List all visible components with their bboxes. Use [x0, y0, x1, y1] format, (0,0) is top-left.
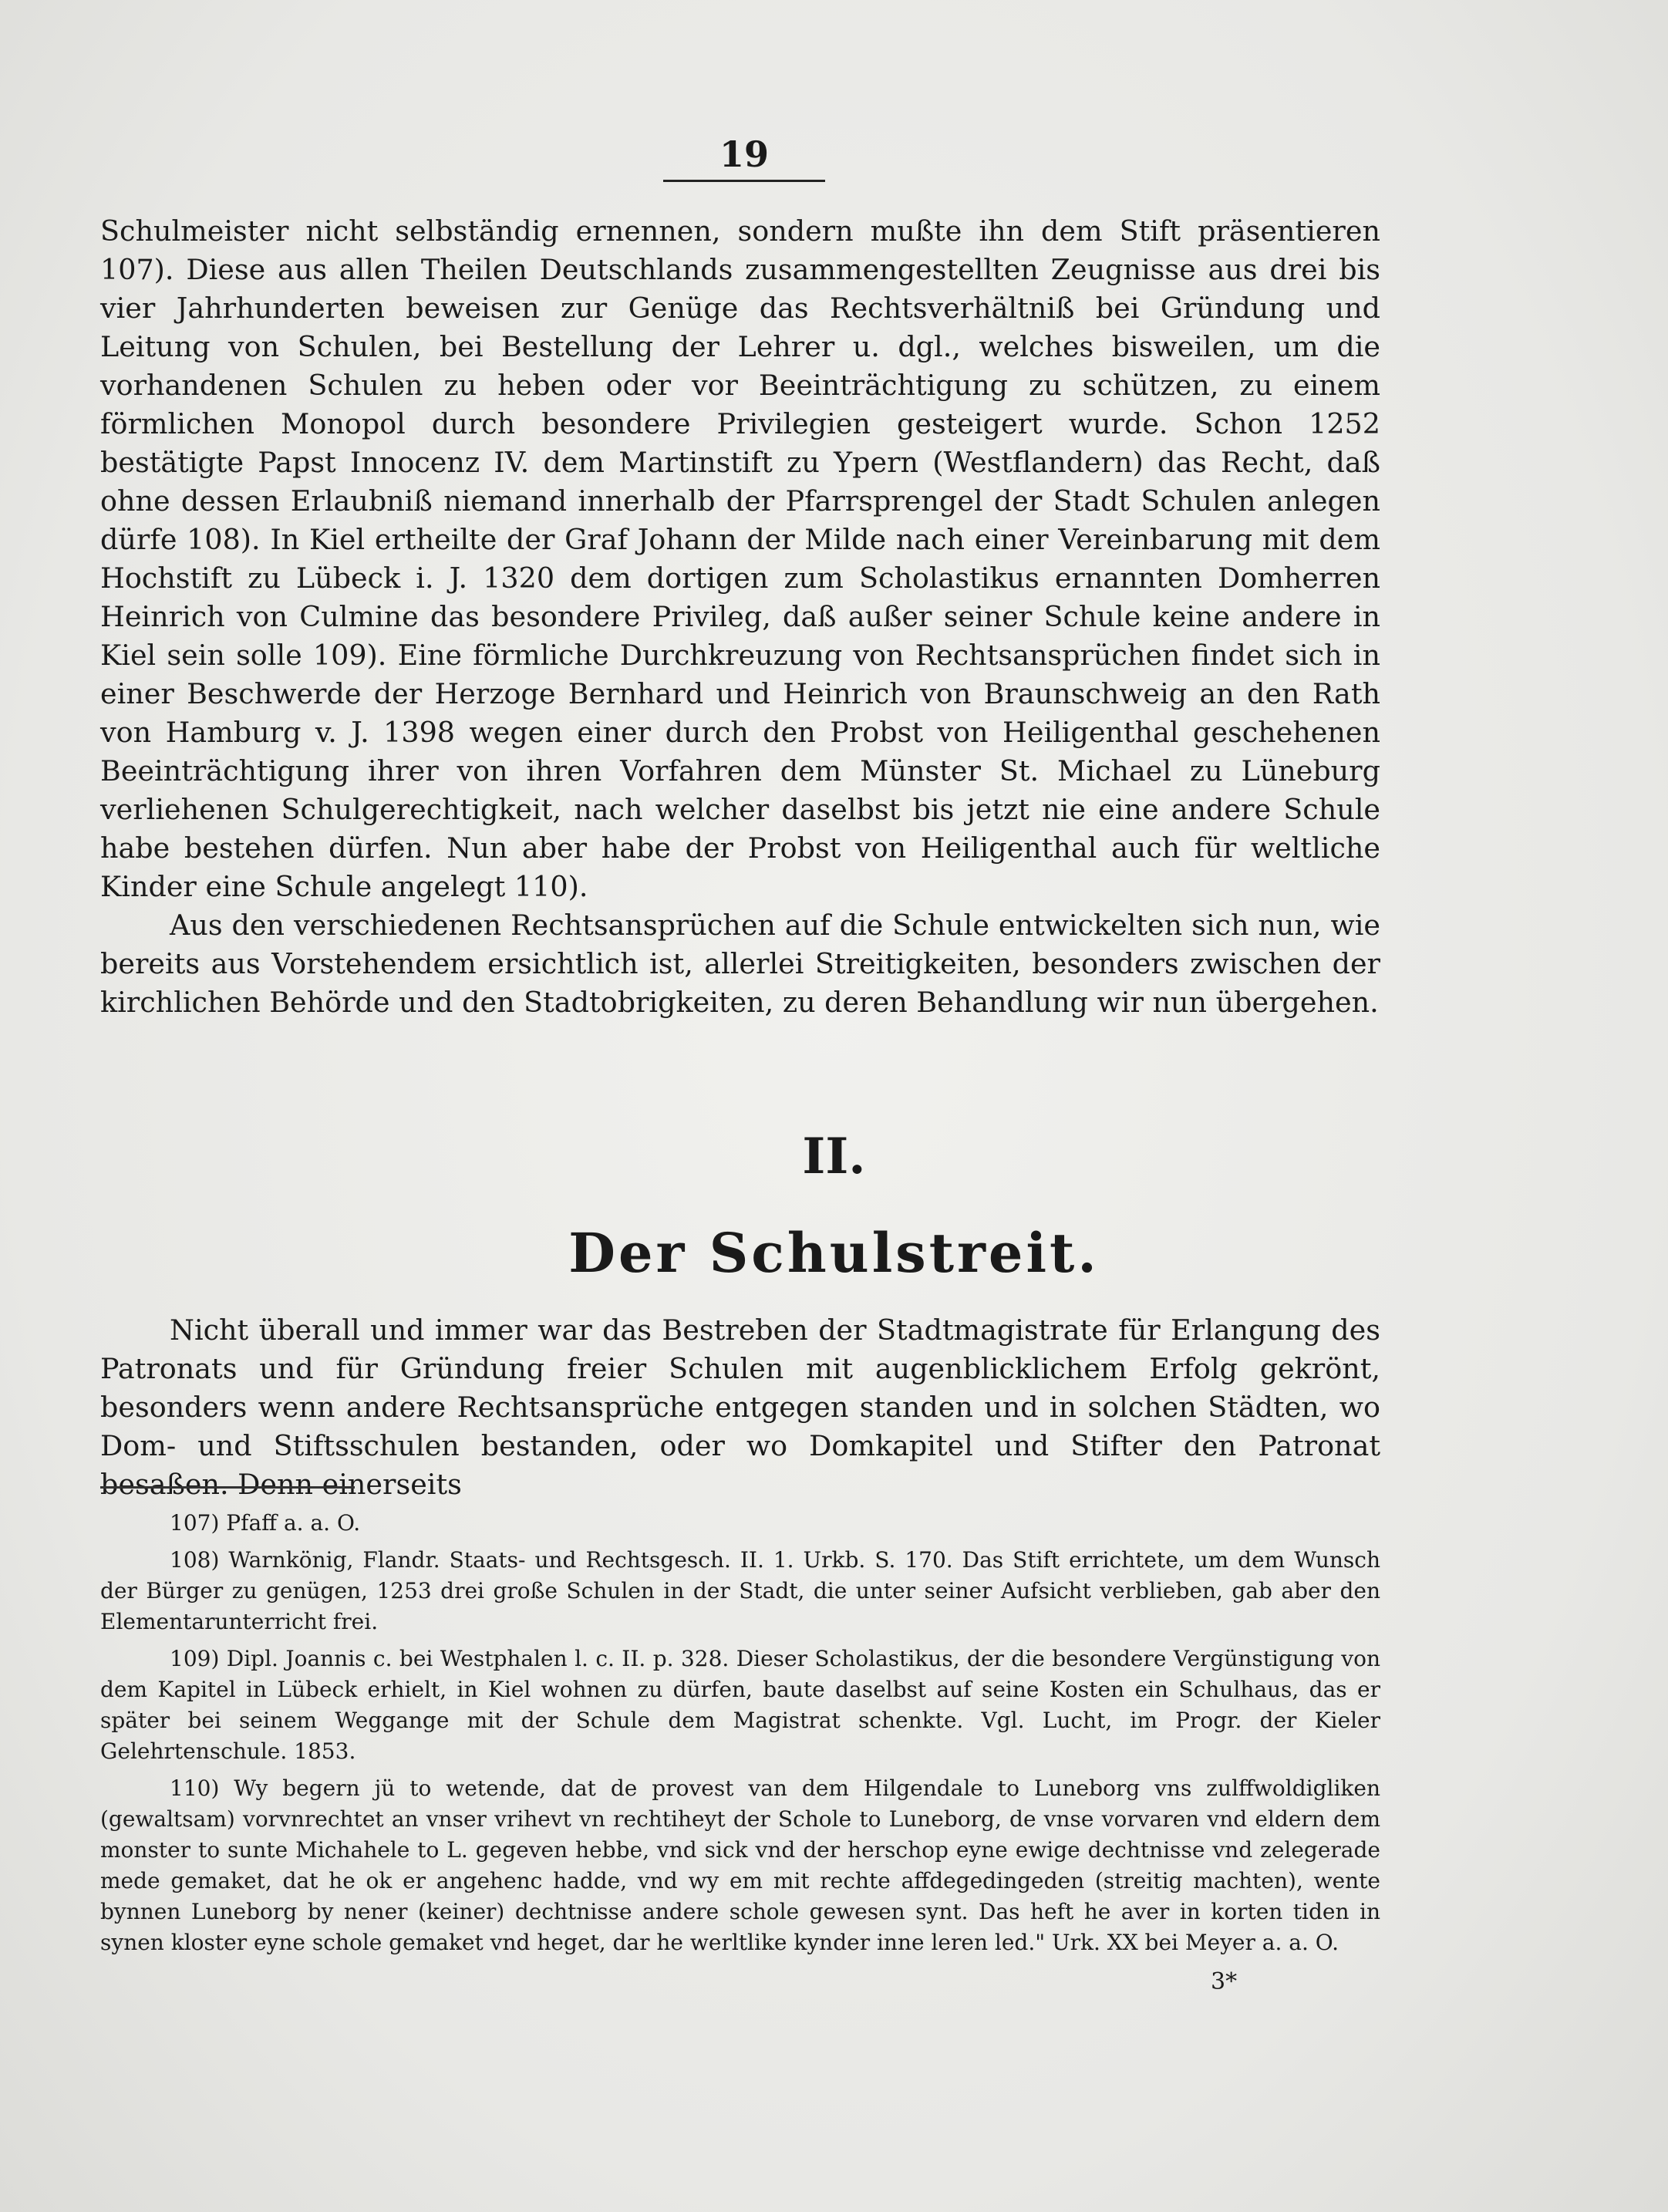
footnote-rule — [100, 1486, 355, 1489]
main-text — [100, 1311, 1380, 1504]
main-paragraph: Nicht überall und immer war das Bestreben der Stadtmagistrate für Erlangung des Patronats und für Gründung freier Schulen mit augenblicklichem Erfolg gekrönt, besonders wenn andere Rechtsansprüche entgegen standen und in solchen Städten, wo Dom- und Stiftsschulen bestanden, oder wo Domkapitel und Stifter den Patronat besaßen. Denn einerseits — [100, 1313, 1380, 1501]
page-number: 19 — [719, 133, 769, 175]
section-title: Der Schulstreit. — [568, 1221, 1100, 1285]
footnote-107: 107) Pfaff a. a. O. — [170, 1510, 361, 1536]
header-rule — [663, 180, 825, 182]
intro-paragraph-2: Aus den verschiedenen Rechtsansprüchen auf die Schule entwickelten sich nun, wie bereits aus Vorstehendem ersichtlich ist, allerlei Streitigkeiten, besonders zwischen der kirchlichen Behörde und den Stadtobrigkeiten, zu deren Behandlung wir nun übergehen. — [100, 909, 1380, 1019]
footnotes — [100, 1508, 1380, 1964]
section-number: II. — [802, 1128, 866, 1185]
footnote-109: 109) Dipl. Joannis c. bei Westphalen l. c. II. p. 328. Dieser Scholastikus, der die besondere Vergünstigung von dem Kapitel in Lübeck erhielt, in Kiel wohnen zu dürfen, baute daselbst auf seine Kosten ein Schulhaus, das er später bei seinem Weggange mit der Schule dem Magistrat schenkte. Vgl. Lucht, im Progr. der Kieler Gelehrtenschule. 1853. — [100, 1646, 1380, 1764]
footnote-110: 110) Wy begern jü to wetende, dat de provest van dem Hilgendale to Luneborg vns zulffwoldigliken (gewaltsam) vorvnrechtet an vnser vrihevt vn rechtiheyt der Schole to Luneborg, de vnse vorvaren vnd eldern dem monster to sunte Michahele to L. gegeven hebbe, vnd sick vnd der herschop eyne ewige dechtnisse vnd zelegerade mede gemaket, dat he ok er angehenc hadde, vnd wy em mit rechte affdegedingeden (streitig machten), wente bynnen Luneborg by nener (keiner) dechtnisse andere schole gewesen synt. Das heft he aver in korten tiden in synen kloster eyne schole gemaket vnd heget, dar he werltlike kynder inne leren led." Urk. XX bei Meyer a. a. O. — [100, 1775, 1380, 1955]
signature-mark: 3* — [1211, 1968, 1238, 1995]
intro-text — [100, 212, 1380, 1022]
intro-paragraph-1: Schulmeister nicht selbständig ernennen, sondern mußte ihn dem Stift präsentieren 107). Diese aus allen Theilen Deutschlands zusammengestellten Zeugnisse aus drei bis vier Jahrhunderten beweisen zur Genüge das Rechtsverhältniß bei Gründung und Leitung von Schulen, bei Bestellung der Lehrer u. dgl., welches bisweilen, um die vorhandenen Schulen zu heben oder vor Beeinträchtigung zu schützen, zu einem förmlichen Monopol durch besondere Privilegien gesteigert wurde. Schon 1252 bestätigte Papst Innocenz IV. dem Martinstift zu Ypern (Westflandern) das Recht, daß ohne dessen Erlaubniß niemand innerhalb der Pfarrsprengel der Stadt Schulen anlegen dürfe 108). In Kiel ertheilte der Graf Johann der Milde nach einer Vereinbarung mit dem Hochstift zu Lübeck i. J. 1320 dem dortigen zum Scholastikus ernannten Domherren Heinrich von Culmine das besondere Privileg, daß außer seiner Schule keine andere in Kiel sein solle 109). Eine förmliche Durchkreuzung von Rechtsansprüchen findet sich in einer Beschwerde der Herzoge Bernhard und Heinrich von Braunschweig an den Rath von Hamburg v. J. 1398 wegen einer durch den Probst von Heiligenthal geschehenen Beeinträchtigung ihrer von ihren Vorfahren dem Münster St. Michael zu Lüneburg verliehenen Schulgerechtigkeit, nach welcher daselbst bis jetzt nie eine andere Schule habe bestehen dürfen. Nun aber habe der Probst von Heiligenthal auch für weltliche Kinder eine Schule angelegt 110). — [100, 214, 1380, 903]
page-header — [663, 135, 825, 182]
footnote-108: 108) Warnkönig, Flandr. Staats- und Rechtsgesch. II. 1. Urkb. S. 170. Das Stift errichtete, um dem Wunsch der Bürger zu genügen, 1253 drei große Schulen in der Stadt, die unter seiner Aufsicht verblieben, gab aber den Elementarunterricht frei. — [100, 1547, 1380, 1634]
